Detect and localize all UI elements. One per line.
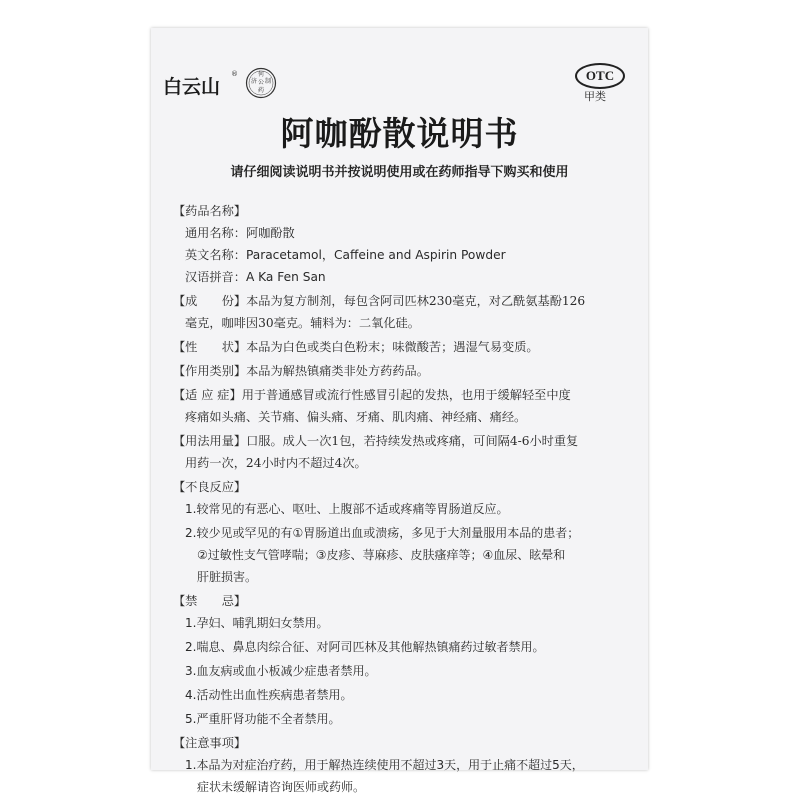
- english-name-row: [185, 246, 506, 263]
- pinyin-label: 汉语拼音：: [185, 270, 246, 284]
- document-title: 阿咖酚散说明书: [280, 114, 519, 153]
- brand-logo: 白云山: [163, 76, 221, 98]
- adverse-item-continued: 肝脏损害。: [197, 570, 258, 584]
- dosage-line: 用药一次，24小时内不超过4次。: [185, 456, 367, 470]
- seal-char: 济: [250, 78, 258, 85]
- category-text: 本品为解热镇痛类非处方药药品。: [246, 364, 429, 378]
- adverse-item: 2.较少见或罕见的有①胃肠道出血或溃疡，多见于大剂量服用本品的患者；: [185, 526, 580, 540]
- contraindication-item: 5.严重肝肾功能不全者禁用。: [185, 712, 341, 726]
- registered-mark: ®: [231, 70, 238, 78]
- seal-char: 何: [257, 71, 265, 78]
- properties-text: 本品为白色或类白色粉末；味微酸苦；遇湿气易变质。: [246, 340, 539, 354]
- english-name-value: Paracetamol，Caffeine and Aspirin Powder: [245, 248, 506, 262]
- indications-line: 用于普通感冒或流行性感冒引起的发热，也用于缓解轻至中度: [241, 388, 571, 402]
- section-contraindications-heading: 【禁 忌】: [173, 594, 247, 608]
- instruction-leaflet: [151, 28, 648, 794]
- dosage-line: 口服。成人一次1包，若持续发热或疼痛，可间隔4-6小时重复: [246, 434, 579, 448]
- adverse-item: 1.较常见的有恶心、呕吐、上腹部不适或疼痛等胃肠道反应。: [185, 502, 509, 516]
- otc-badge: OTC: [575, 63, 625, 89]
- composition-line: 毫克，咖啡因30毫克。辅料为：二氧化硅。: [185, 316, 420, 330]
- generic-name-value: 阿咖酚散: [245, 226, 295, 240]
- properties-row: [173, 338, 539, 355]
- contraindication-item: 4.活动性出血性疾病患者禁用。: [185, 688, 353, 702]
- dosage-row: [173, 432, 578, 449]
- company-seal-icon: [245, 67, 277, 99]
- composition-row: [173, 292, 585, 309]
- indications-line: 疼痛如头痛、关节痛、偏头痛、牙痛、肌肉痛、神经痛、痛经。: [185, 410, 527, 424]
- seal-char: 公: [257, 79, 265, 86]
- contraindication-item: 2.喘息、鼻息肉综合征、对阿司匹林及其他解热镇痛药过敏者禁用。: [185, 640, 545, 654]
- seal-char: 药: [257, 87, 265, 94]
- pinyin-row: [185, 268, 326, 285]
- composition-line: 本品为复方制剂，每包含阿司匹林230毫克，对乙酰氨基酚126: [246, 294, 586, 308]
- contraindication-item: 3.血友病或血小板减少症患者禁用。: [185, 664, 377, 678]
- english-name-label: 英文名称：: [185, 248, 246, 262]
- pinyin-value: A Ka Fen San: [245, 270, 326, 284]
- indications-row: [173, 386, 571, 403]
- contraindication-item: 1.孕妇、哺乳期妇女禁用。: [185, 616, 329, 630]
- precaution-item: 1.本品为对症治疗药，用于解热连续使用不超过3天，用于止痛不超过5天，: [185, 758, 584, 772]
- section-adverse-heading: 【不良反应】: [173, 480, 247, 494]
- precaution-item-continued: 症状未缓解请咨询医师或药师。: [197, 780, 366, 794]
- generic-name-label: 通用名称：: [185, 226, 246, 240]
- section-dosage-heading: 【用法用量】: [173, 434, 247, 448]
- section-category-heading: 【作用类别】: [173, 364, 247, 378]
- seal-char: 制: [264, 78, 272, 85]
- adverse-item-continued: ②过敏性支气管哮喘；③皮疹、荨麻疹、皮肤瘙痒等；④血尿、眩晕和: [197, 548, 566, 562]
- usage-notice: 请仔细阅读说明书并按说明使用或在药师指导下购买和使用: [230, 165, 569, 180]
- section-indications-heading: 【适 应 症】: [173, 388, 242, 402]
- section-precautions-heading: 【注意事项】: [173, 736, 247, 750]
- generic-name-row: [185, 224, 295, 241]
- section-drug-name-heading: 【药品名称】: [173, 204, 247, 218]
- section-composition-heading: 【成 份】: [173, 294, 247, 308]
- otc-class-label: 甲类: [584, 90, 606, 103]
- section-properties-heading: 【性 状】: [173, 340, 247, 354]
- category-row: [173, 362, 429, 379]
